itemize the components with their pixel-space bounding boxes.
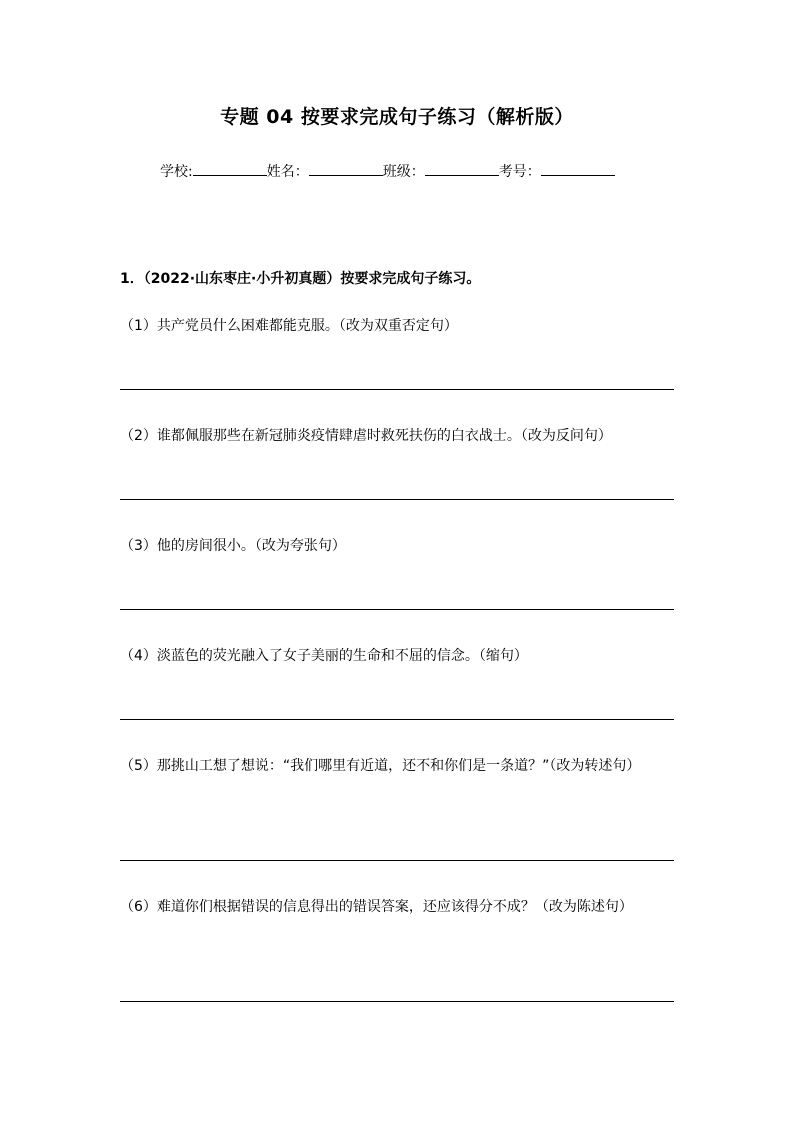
document-title: 专题 04 按要求完成句子练习（解析版） <box>220 106 574 128</box>
answer-line-5[interactable] <box>120 860 674 861</box>
school-field[interactable] <box>193 161 267 176</box>
question-item-6: （6）难道你们根据错误的信息得出的错误答案，还应该得分不成？（改为陈述句） <box>120 899 633 915</box>
question-item-1: （1）共产党员什么困难都能克服。（改为双重否定句） <box>120 318 458 334</box>
question-item-2: （2）谁都佩服那些在新冠肺炎疫情肆虐时救死扶伤的白衣战士。（改为反问句） <box>120 428 612 444</box>
answer-line-6[interactable] <box>120 1001 674 1002</box>
answer-line-1[interactable] <box>120 389 674 390</box>
question-item-4: （4）淡蓝色的荧光融入了女子美丽的生命和不屈的信念。（缩句） <box>120 648 528 664</box>
name-label: 姓名： <box>266 164 309 180</box>
name-field[interactable] <box>309 161 383 176</box>
class-label: 班级： <box>382 164 425 180</box>
exam-no-label: 考号： <box>498 164 541 180</box>
answer-line-4[interactable] <box>120 719 674 720</box>
question-item-3: （3）他的房间很小。（改为夸张句） <box>120 538 346 554</box>
question-item-5: （5）那挑山工想了想说：“我们哪里有近道，还不和你们是一条道？”（改为转述句） <box>120 758 641 774</box>
school-label: 学校: <box>160 164 193 180</box>
answer-line-2[interactable] <box>120 499 674 500</box>
answer-line-3[interactable] <box>120 609 674 610</box>
question-heading: 1．（2022·山东枣庄·小升初真题）按要求完成句子练习。 <box>120 271 481 287</box>
exam-no-field[interactable] <box>541 161 615 176</box>
student-info-row <box>160 161 615 181</box>
class-field[interactable] <box>425 161 499 176</box>
